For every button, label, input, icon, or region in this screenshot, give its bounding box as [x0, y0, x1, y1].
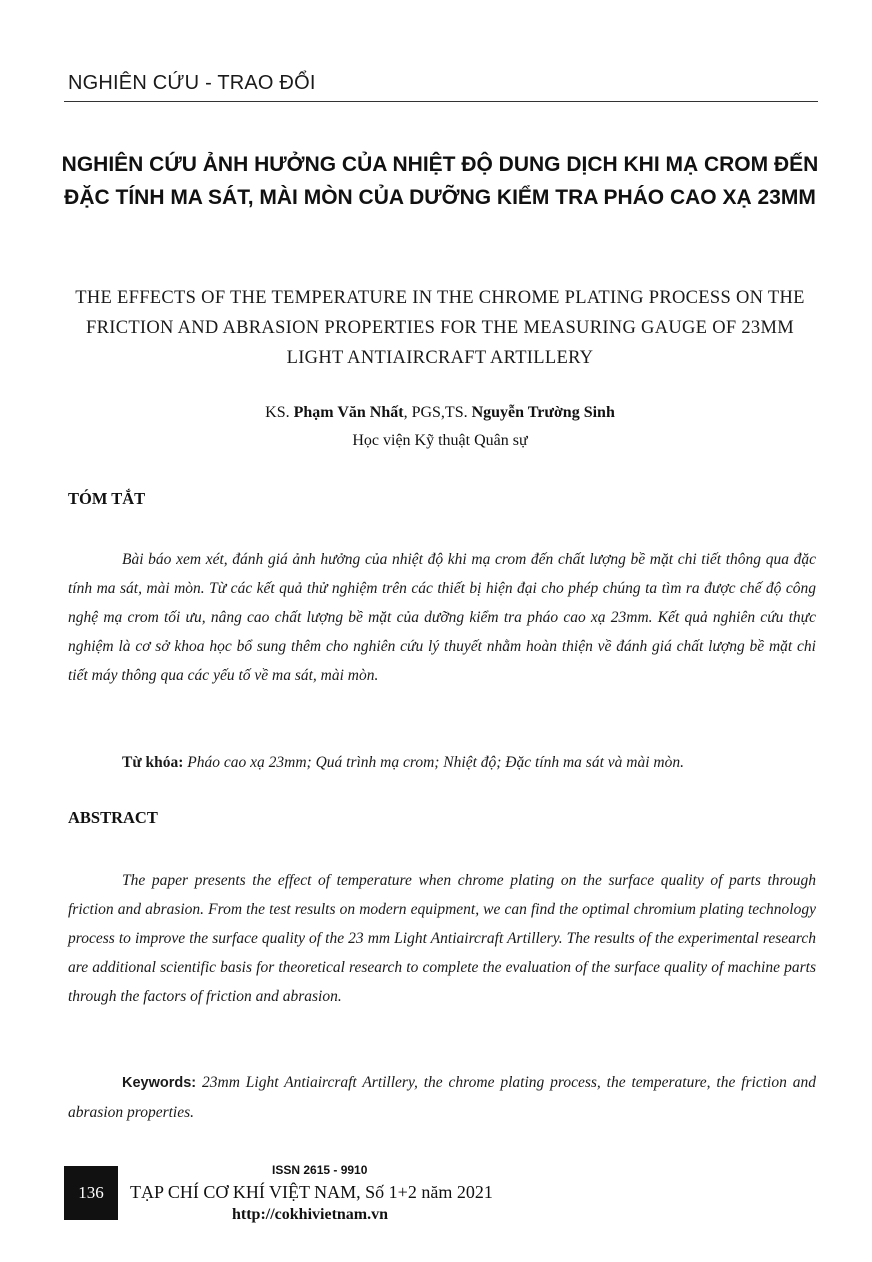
header-rule	[64, 101, 818, 102]
section-label: NGHIÊN CỨU - TRAO ĐỔI	[68, 72, 316, 94]
journal-url: http://cokhivietnam.vn	[232, 1206, 389, 1223]
authors	[60, 404, 820, 422]
summary-heading: TÓM TẮT	[68, 489, 146, 508]
journal-name: TẠP CHÍ CƠ KHÍ VIỆT NAM	[130, 1182, 357, 1202]
journal-line	[130, 1182, 493, 1203]
abstract-keywords-text: 23mm Light Antiaircraft Artillery, the chrome plating process, the temperature, the friction and abrasion properties.	[68, 1074, 816, 1121]
author1-prefix: KS.	[265, 404, 294, 421]
abstract-text: The paper presents the effect of temperature when chrome plating on the surface quality of parts through friction and abrasion. From the test results on modern equipment, we can find the optimal chromium plating technology process to improve the surface quality of the 23 mm Light Antiaircraft Artillery. The results of the experimental research are additional scientific basis for theoretical research to complete the evaluation of the surface quality of machine parts through the factors of friction and abrasion.	[68, 872, 816, 1005]
summary-keywords-label: Từ khóa:	[122, 754, 184, 771]
abstract-heading: ABSTRACT	[68, 808, 158, 827]
summary-keywords-text: Pháo cao xạ 23mm; Quá trình mạ crom; Nhiệt độ; Đặc tính ma sát và mài mòn.	[183, 754, 684, 771]
title-vietnamese: NGHIÊN CỨU ẢNH HƯỞNG CỦA NHIỆT ĐỘ DUNG DỊCH KHI MẠ CROM ĐẾN ĐẶC TÍNH MA SÁT, MÀI MÒN CỦA DƯỠNG KIỂM TRA PHÁO CAO XẠ 23MM	[61, 153, 819, 209]
summary-keywords	[68, 748, 816, 777]
abstract-keywords	[68, 1068, 816, 1127]
summary-text: Bài báo xem xét, đánh giá ảnh hưởng của nhiệt độ khi mạ crom đến chất lượng bề mặt chi tiết thông qua đặc tính ma sát, mài mòn. Từ các kết quả thử nghiệm trên các thiết bị hiện đại cho phép chúng ta tìm ra được chế độ công nghệ mạ crom tối ưu, nâng cao chất lượng bề mặt của dưỡng kiểm tra pháo cao xạ 23mm. Kết quả nghiên cứu thực nghiệm là cơ sở khoa học bổ sung thêm cho nghiên cứu lý thuyết nhằm hoàn thiện về đánh giá chất lượng bề mặt chi tiết máy thông qua các yếu tố về ma sát, mài mòn.	[68, 551, 816, 684]
author1-name: Phạm Văn Nhất	[293, 404, 404, 421]
author2-name: Nguyễn Trường Sinh	[471, 404, 615, 421]
page-number: 136	[64, 1166, 118, 1220]
abstract-keywords-label: Keywords:	[122, 1075, 197, 1091]
author2-prefix: , PGS,TS.	[403, 404, 472, 421]
journal-issue: , Số 1+2 năm 2021	[356, 1182, 493, 1202]
affiliation: Học viện Kỹ thuật Quân sự	[352, 432, 528, 449]
title-english: THE EFFECTS OF THE TEMPERATURE IN THE CHROME PLATING PROCESS ON THE FRICTION AND ABRASION PROPERTIES FOR THE MEASURING GAUGE OF 23MM LIGHT ANTIAIRCRAFT ARTILLERY	[75, 288, 805, 368]
issn: ISSN 2615 - 9910	[272, 1163, 368, 1177]
